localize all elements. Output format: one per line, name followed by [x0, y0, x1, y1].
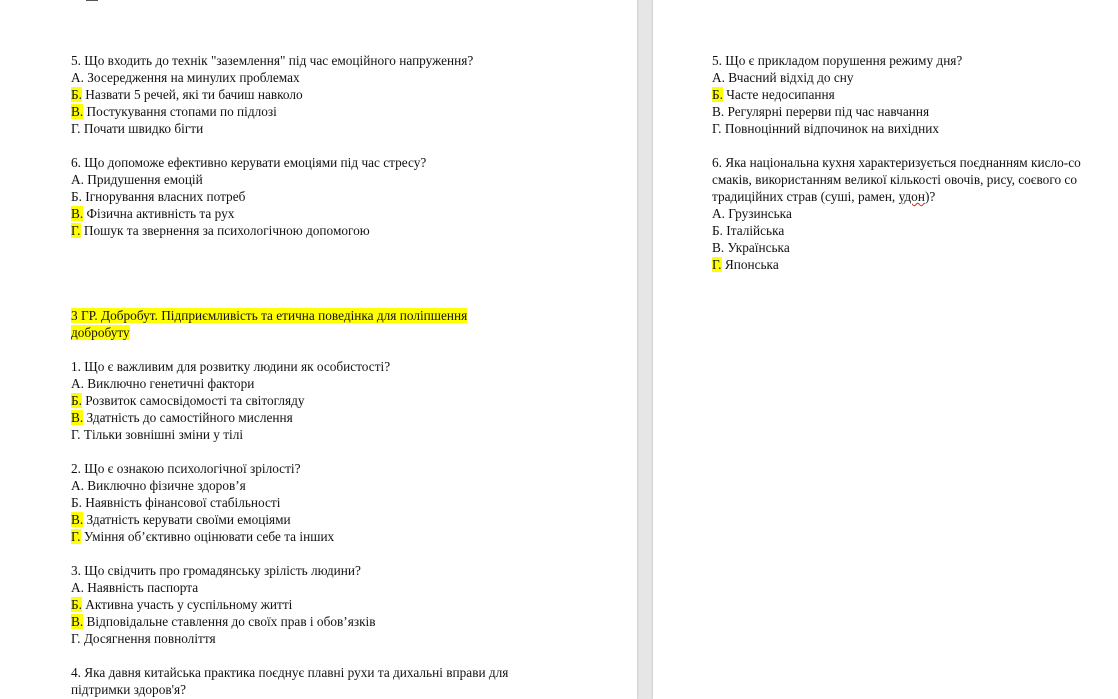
- option-b[interactable]: [712, 86, 1081, 103]
- question-text[interactable]: 2. Що є ознакою психологічної зрілості?: [71, 461, 301, 476]
- option-g[interactable]: [712, 120, 1081, 137]
- option-g[interactable]: [712, 256, 1081, 273]
- question-text-line-1[interactable]: 4. Яка давня китайська практика поєднує плавні рухи та дихальні вправи для: [71, 665, 509, 680]
- option-letter: Г.: [712, 121, 722, 136]
- option-text: Уміння об’єктивно оцінювати себе та інших: [80, 529, 335, 544]
- option-b[interactable]: [712, 222, 1081, 239]
- option-letter: А.: [71, 580, 84, 595]
- question-fragment: традиційних страв (суші, рамен,: [712, 189, 899, 204]
- question-block-s3-3: [71, 562, 571, 647]
- option-letter-highlighted: Г.: [71, 223, 81, 238]
- option-text: Регулярні перерви під час навчання: [724, 104, 930, 119]
- option-text: Назвати 5 речей, які ти бачиш навколо: [81, 87, 303, 102]
- option-text: Виключно фізичне здоров’я: [83, 478, 246, 493]
- question-block-s3-1: [71, 358, 571, 443]
- question-text[interactable]: 5. Що входить до технік "заземлення" під час емоційного напруження?: [71, 53, 474, 68]
- option-text: Пошук та звернення за психологічною допомогою: [80, 223, 370, 238]
- page-right-content[interactable]: [712, 52, 1081, 273]
- paragraph-gap: [71, 137, 571, 154]
- paragraph-gap: [71, 239, 571, 290]
- option-letter-highlighted: В.: [71, 104, 84, 119]
- option-letter-highlighted: В.: [71, 206, 84, 221]
- option-g[interactable]: [71, 120, 571, 137]
- option-text: Вчасний відхід до сну: [724, 70, 854, 85]
- option-v[interactable]: [71, 103, 571, 120]
- question-text[interactable]: 6. Що допоможе ефективно керувати емоціями під час стресу?: [71, 155, 427, 170]
- option-a[interactable]: [71, 375, 571, 392]
- option-g[interactable]: [71, 426, 571, 443]
- option-text: Зосередження на минулих проблемах: [83, 70, 300, 85]
- option-letter-highlighted: Б.: [712, 87, 723, 102]
- option-text: Здатність керувати своїми емоціями: [83, 512, 291, 527]
- question-text-line-1[interactable]: 6. Яка національна кухня характеризується поєднанням кисло-со: [712, 155, 1081, 170]
- option-letter: А.: [71, 172, 84, 187]
- option-text: Постукування стопами по підлозі: [83, 104, 277, 119]
- option-letter: А.: [71, 70, 84, 85]
- option-letter: А.: [71, 478, 84, 493]
- option-letter: А.: [712, 70, 725, 85]
- page-left-content[interactable]: [71, 52, 571, 698]
- option-v[interactable]: [71, 409, 571, 426]
- option-letter: Г.: [71, 631, 81, 646]
- page-top-mark: [86, 0, 98, 1]
- option-text: Придушення емоцій: [83, 172, 203, 187]
- question-text-line-3[interactable]: [712, 188, 1081, 205]
- paragraph-gap: [71, 341, 571, 358]
- document-page-right[interactable]: [653, 0, 1118, 699]
- option-letter-highlighted: Г.: [71, 529, 81, 544]
- option-letter-highlighted: Б.: [71, 597, 82, 612]
- section-heading[interactable]: 3 ГР. Добробут. Підприємливість та етична поведінка для поліпшення добробуту: [71, 308, 468, 340]
- question-block-s3-4: [71, 664, 571, 698]
- option-b[interactable]: [71, 86, 571, 103]
- question-fragment: )?: [924, 189, 936, 204]
- option-text: Досягнення повноліття: [80, 631, 216, 646]
- option-g[interactable]: [71, 630, 571, 647]
- option-a[interactable]: [712, 205, 1081, 222]
- option-g[interactable]: [71, 222, 571, 239]
- option-letter: Б.: [71, 189, 82, 204]
- spellcheck-flagged-word[interactable]: удон: [898, 189, 925, 204]
- question-block-5: [712, 52, 1081, 137]
- question-block-6: [71, 154, 571, 239]
- option-text: Активна участь у суспільному житті: [81, 597, 293, 612]
- option-b[interactable]: [71, 596, 571, 613]
- option-v[interactable]: [71, 511, 571, 528]
- question-block-5: [71, 52, 571, 137]
- option-letter-highlighted: Б.: [71, 393, 82, 408]
- option-text: Японська: [721, 257, 779, 272]
- option-letter-highlighted: В.: [71, 512, 84, 527]
- option-text: Здатність до самостійного мислення: [83, 410, 293, 425]
- paragraph-gap: [71, 647, 571, 664]
- option-text: Ігнорування власних потреб: [81, 189, 246, 204]
- question-text[interactable]: 3. Що свідчить про громадянську зрілість людини?: [71, 563, 361, 578]
- option-letter-highlighted: В.: [71, 410, 84, 425]
- paragraph-gap: [71, 443, 571, 460]
- option-text: Виключно генетичні фактори: [83, 376, 255, 391]
- option-letter: В.: [712, 240, 725, 255]
- option-a[interactable]: [71, 579, 571, 596]
- option-text: Відповідальне ставлення до своїх прав і обов’язків: [83, 614, 376, 629]
- question-text-line-2[interactable]: підтримки здоров'я?: [71, 682, 187, 697]
- option-text: Фізична активність та рух: [83, 206, 235, 221]
- option-a[interactable]: [71, 477, 571, 494]
- option-letter: А.: [712, 206, 725, 221]
- option-a[interactable]: [71, 171, 571, 188]
- question-text[interactable]: 1. Що є важливим для розвитку людини як особистості?: [71, 359, 391, 374]
- option-g[interactable]: [71, 528, 571, 545]
- option-letter: В.: [712, 104, 725, 119]
- option-a[interactable]: [712, 69, 1081, 86]
- option-letter: Г.: [71, 121, 81, 136]
- question-text[interactable]: 5. Що є прикладом порушення режиму дня?: [712, 53, 963, 68]
- option-letter-highlighted: Г.: [712, 257, 722, 272]
- option-text: Італійська: [722, 223, 785, 238]
- section-heading-block: [71, 307, 526, 341]
- question-text-line-2[interactable]: смаків, використанням великої кількості овочів, рису, соєвого со: [712, 172, 1077, 187]
- option-text: Тільки зовнішні зміни у тілі: [80, 427, 244, 442]
- option-text: Повноцінний відпочинок на вихідних: [721, 121, 939, 136]
- option-letter: Б.: [71, 495, 82, 510]
- option-text: Наявність фінансової стабільності: [81, 495, 281, 510]
- option-text: Розвиток самосвідомості та світогляду: [81, 393, 305, 408]
- option-letter: Б.: [712, 223, 723, 238]
- paragraph-gap: [71, 545, 571, 562]
- option-b[interactable]: [71, 392, 571, 409]
- paragraph-gap: [712, 137, 1081, 154]
- option-a[interactable]: [71, 69, 571, 86]
- option-v[interactable]: [712, 239, 1081, 256]
- option-letter-highlighted: В.: [71, 614, 84, 629]
- question-block-s3-2: [71, 460, 571, 545]
- option-text: Грузинська: [724, 206, 792, 221]
- option-v[interactable]: [71, 205, 571, 222]
- question-block-6: [712, 154, 1081, 273]
- option-v[interactable]: [712, 103, 1081, 120]
- option-letter: Г.: [71, 427, 81, 442]
- option-b[interactable]: [71, 188, 571, 205]
- option-letter-highlighted: Б.: [71, 87, 82, 102]
- option-text: Українська: [724, 240, 790, 255]
- option-v[interactable]: [71, 613, 571, 630]
- option-text: Наявність паспорта: [83, 580, 199, 595]
- option-b[interactable]: [71, 494, 571, 511]
- paragraph-gap: [71, 290, 571, 307]
- option-text: Почати швидко бігти: [80, 121, 204, 136]
- option-text: Часте недосипання: [722, 87, 835, 102]
- option-letter: А.: [71, 376, 84, 391]
